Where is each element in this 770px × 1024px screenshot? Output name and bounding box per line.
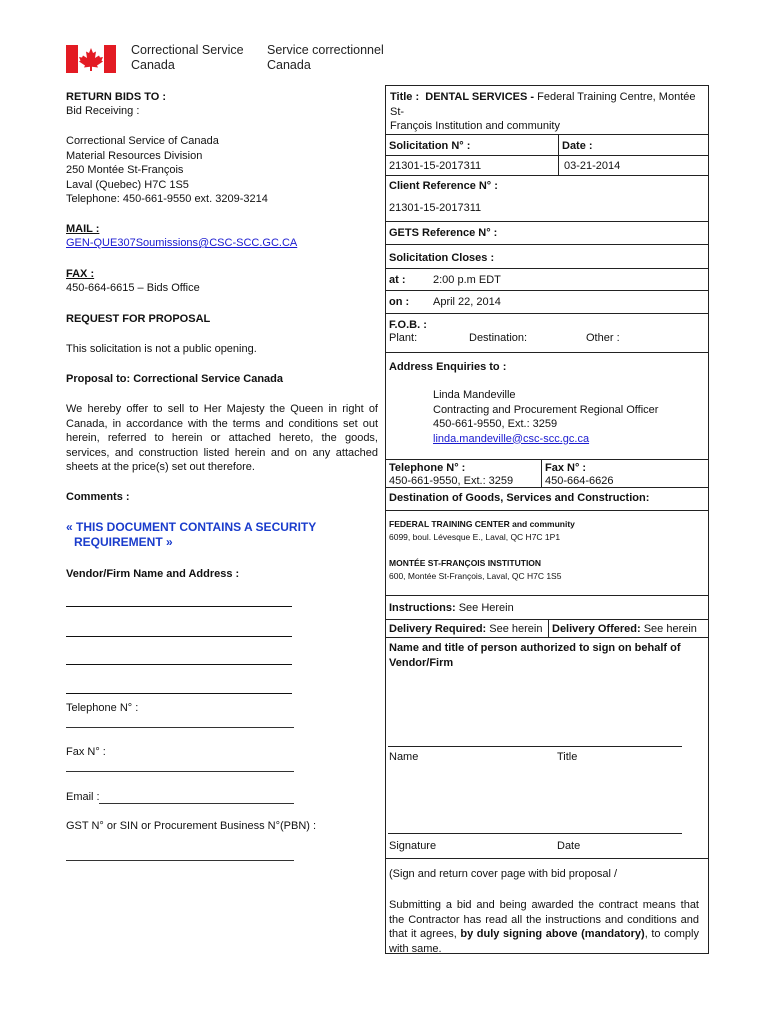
- divider: [385, 595, 709, 596]
- fax-value: 450-664-6615 – Bids Office: [66, 282, 200, 294]
- delivery-offered-value: See herein: [643, 623, 697, 635]
- address-line: Telephone: 450-661-9550 ext. 3209-3214: [66, 193, 268, 205]
- security-requirement-notice: [66, 520, 316, 549]
- client-reference-label: Client Reference N° :: [389, 180, 498, 192]
- divider: [386, 290, 708, 291]
- security-line1: « THIS DOCUMENT CONTAINS A SECURITY: [66, 520, 317, 534]
- return-address: [66, 134, 268, 207]
- return-bids-heading: RETURN BIDS TO :: [66, 91, 167, 103]
- destination2-name: MONTÉE ST-FRANÇOIS INSTITUTION: [389, 558, 542, 568]
- contact-fax-label: Fax N° :: [545, 462, 587, 474]
- destination2-address: 600, Montée St-François, Laval, QC H7C 1S5: [389, 571, 562, 581]
- address-line: Laval (Quebec) H7C 1S5: [66, 178, 189, 191]
- name-title-signature-line[interactable]: [388, 746, 682, 747]
- divider: [548, 619, 549, 637]
- contact-email-link[interactable]: linda.mandeville@csc-scc.gc.ca: [433, 432, 590, 445]
- solicitation-number-label: Solicitation N° :: [389, 140, 471, 152]
- divider: [385, 244, 709, 245]
- instructions: [389, 601, 514, 616]
- divider: [386, 858, 708, 859]
- destination1-name: FEDERAL TRAINING CENTER and community: [389, 519, 575, 529]
- submitting-text-end: , to comply with same.: [389, 928, 699, 955]
- fax-number-field[interactable]: [66, 771, 294, 772]
- fob-label: F.O.B. :: [389, 319, 427, 331]
- title-label: Title :: [390, 91, 420, 103]
- divider: [385, 619, 709, 620]
- delivery-required: [389, 622, 542, 637]
- title-rest-line2: François Institution and community: [390, 120, 560, 132]
- instructions-label: Instructions:: [389, 602, 456, 614]
- vendor-address-line[interactable]: [66, 636, 292, 637]
- fax-number-label: Fax N° :: [66, 746, 106, 758]
- delivery-offered-label: Delivery Offered:: [552, 623, 641, 635]
- fob-destination-label: Destination:: [469, 332, 528, 344]
- fob-other-label: Other :: [586, 332, 620, 344]
- email-label: Email :: [66, 791, 100, 803]
- date-field-label: Date: [557, 840, 581, 852]
- comments-label: Comments :: [66, 491, 130, 503]
- solicitation-title: [390, 90, 704, 134]
- divider: [385, 313, 709, 314]
- mail-label: MAIL :: [66, 223, 100, 235]
- proposal-to: Proposal to: Correctional Service Canada: [66, 373, 284, 385]
- address-line: Correctional Service of Canada: [66, 135, 219, 147]
- divider: [385, 134, 709, 135]
- gst-label: GST N° or SIN or Procurement Business N°(PBN) :: [66, 820, 317, 832]
- divider: [385, 352, 709, 353]
- title-bold: DENTAL SERVICES -: [425, 91, 535, 103]
- contact-title: Contracting and Procurement Regional Officer: [433, 403, 659, 416]
- contact-phone: 450-661-9550, Ext.: 3259: [433, 418, 558, 430]
- date-value: 03-21-2014: [564, 160, 621, 172]
- title-rest-line1: Federal Training Centre, Montée St-: [390, 91, 696, 118]
- submitting-text: Submitting a bid and being awarded the contract means that the Contractor has read all the instructions and conditions and that it agrees,: [389, 899, 699, 940]
- fob-plant-label: Plant:: [389, 332, 418, 344]
- security-line2: REQUIREMENT »: [74, 534, 173, 549]
- bid-receiving-label: Bid Receiving :: [66, 105, 140, 117]
- public-opening-note: This solicitation is not a public opening.: [66, 343, 257, 355]
- divider: [385, 221, 709, 222]
- canada-flag-icon: [66, 45, 116, 73]
- name-field-label: Name: [389, 751, 419, 763]
- title-field-label: Title: [557, 751, 578, 763]
- telephone-label: Telephone N° :: [66, 702, 139, 714]
- address-line: Material Resources Division: [66, 149, 203, 162]
- contact-block: [433, 388, 658, 446]
- address-enquiries-label: Address Enquiries to :: [389, 361, 507, 373]
- sign-return-note: (Sign and return cover page with bid proposal /: [389, 868, 618, 880]
- telephone-field[interactable]: [66, 727, 294, 728]
- divider: [385, 637, 709, 638]
- department-name-en: [131, 43, 244, 73]
- authorized-line1: Name and title of person authorized to sign on behalf of: [389, 642, 681, 654]
- submitting-bid-note: [389, 898, 699, 956]
- destination1-address: 6099, boul. Lévesque E., Laval, QC H7C 1P1: [389, 532, 561, 542]
- dept-fr-line2: Canada: [267, 58, 311, 72]
- email-field[interactable]: [99, 803, 294, 804]
- address-line: 250 Montée St-François: [66, 164, 184, 176]
- dept-en-line2: Canada: [131, 58, 175, 72]
- authorized-person-label: [389, 641, 703, 670]
- delivery-required-value: See herein: [489, 623, 543, 635]
- gets-reference-label: GETS Reference N° :: [389, 227, 498, 239]
- instructions-value: See Herein: [458, 602, 514, 614]
- solicitation-closes-label: Solicitation Closes :: [389, 252, 495, 264]
- mail-email-link[interactable]: GEN-QUE307Soumissions@CSC-SCC.GC.CA: [66, 237, 298, 249]
- offer-paragraph: We hereby offer to sell to Her Majesty the Queen in right of Canada, in accordance with the terms and conditions set out herein, referred to herein or attached hereto, the goods, services, and construction listed herein and on any attached sheets at the price(s) set out therefore.: [66, 403, 378, 473]
- divider: [541, 459, 542, 487]
- closes-at-value: 2:00 p.m EDT: [433, 274, 501, 286]
- contact-fax-value: 450-664-6626: [545, 475, 614, 487]
- closes-on-value: April 22, 2014: [433, 296, 501, 308]
- closes-on-label: on :: [389, 296, 410, 308]
- destination-goods-label: Destination of Goods, Services and Construction:: [389, 492, 650, 504]
- fax-label: FAX :: [66, 268, 95, 280]
- vendor-label: Vendor/Firm Name and Address :: [66, 568, 240, 580]
- divider: [386, 268, 708, 269]
- dept-en-line1: Correctional Service: [131, 43, 244, 57]
- divider: [385, 459, 709, 460]
- vendor-address-line[interactable]: [66, 693, 292, 694]
- contact-telephone-label: Telephone N° :: [389, 462, 466, 474]
- divider: [385, 510, 709, 511]
- submitting-bold-text: by duly signing above (mandatory): [460, 928, 645, 940]
- dept-fr-line1: Service correctionnel: [267, 43, 384, 57]
- divider: [386, 155, 558, 156]
- vendor-address-line[interactable]: [66, 664, 292, 665]
- rfp-title: REQUEST FOR PROPOSAL: [66, 313, 211, 325]
- solicitation-number: 21301-15-2017311: [389, 160, 482, 172]
- gst-field[interactable]: [66, 860, 294, 861]
- contact-name: Linda Mandeville: [433, 389, 516, 401]
- signature-label: Signature: [389, 840, 437, 852]
- divider: [559, 155, 708, 156]
- signature-date-line[interactable]: [388, 833, 682, 834]
- contact-telephone-value: 450-661-9550, Ext.: 3259: [389, 475, 514, 487]
- authorized-line2: Vendor/Firm: [389, 656, 454, 669]
- vendor-address-line[interactable]: [66, 606, 292, 607]
- closes-at-label: at :: [389, 274, 406, 286]
- client-reference: 21301-15-2017311: [389, 202, 482, 214]
- delivery-required-label: Delivery Required:: [389, 623, 487, 635]
- delivery-offered: [552, 622, 697, 637]
- date-label: Date :: [562, 140, 593, 152]
- department-name-fr: [267, 43, 384, 73]
- divider: [385, 175, 709, 176]
